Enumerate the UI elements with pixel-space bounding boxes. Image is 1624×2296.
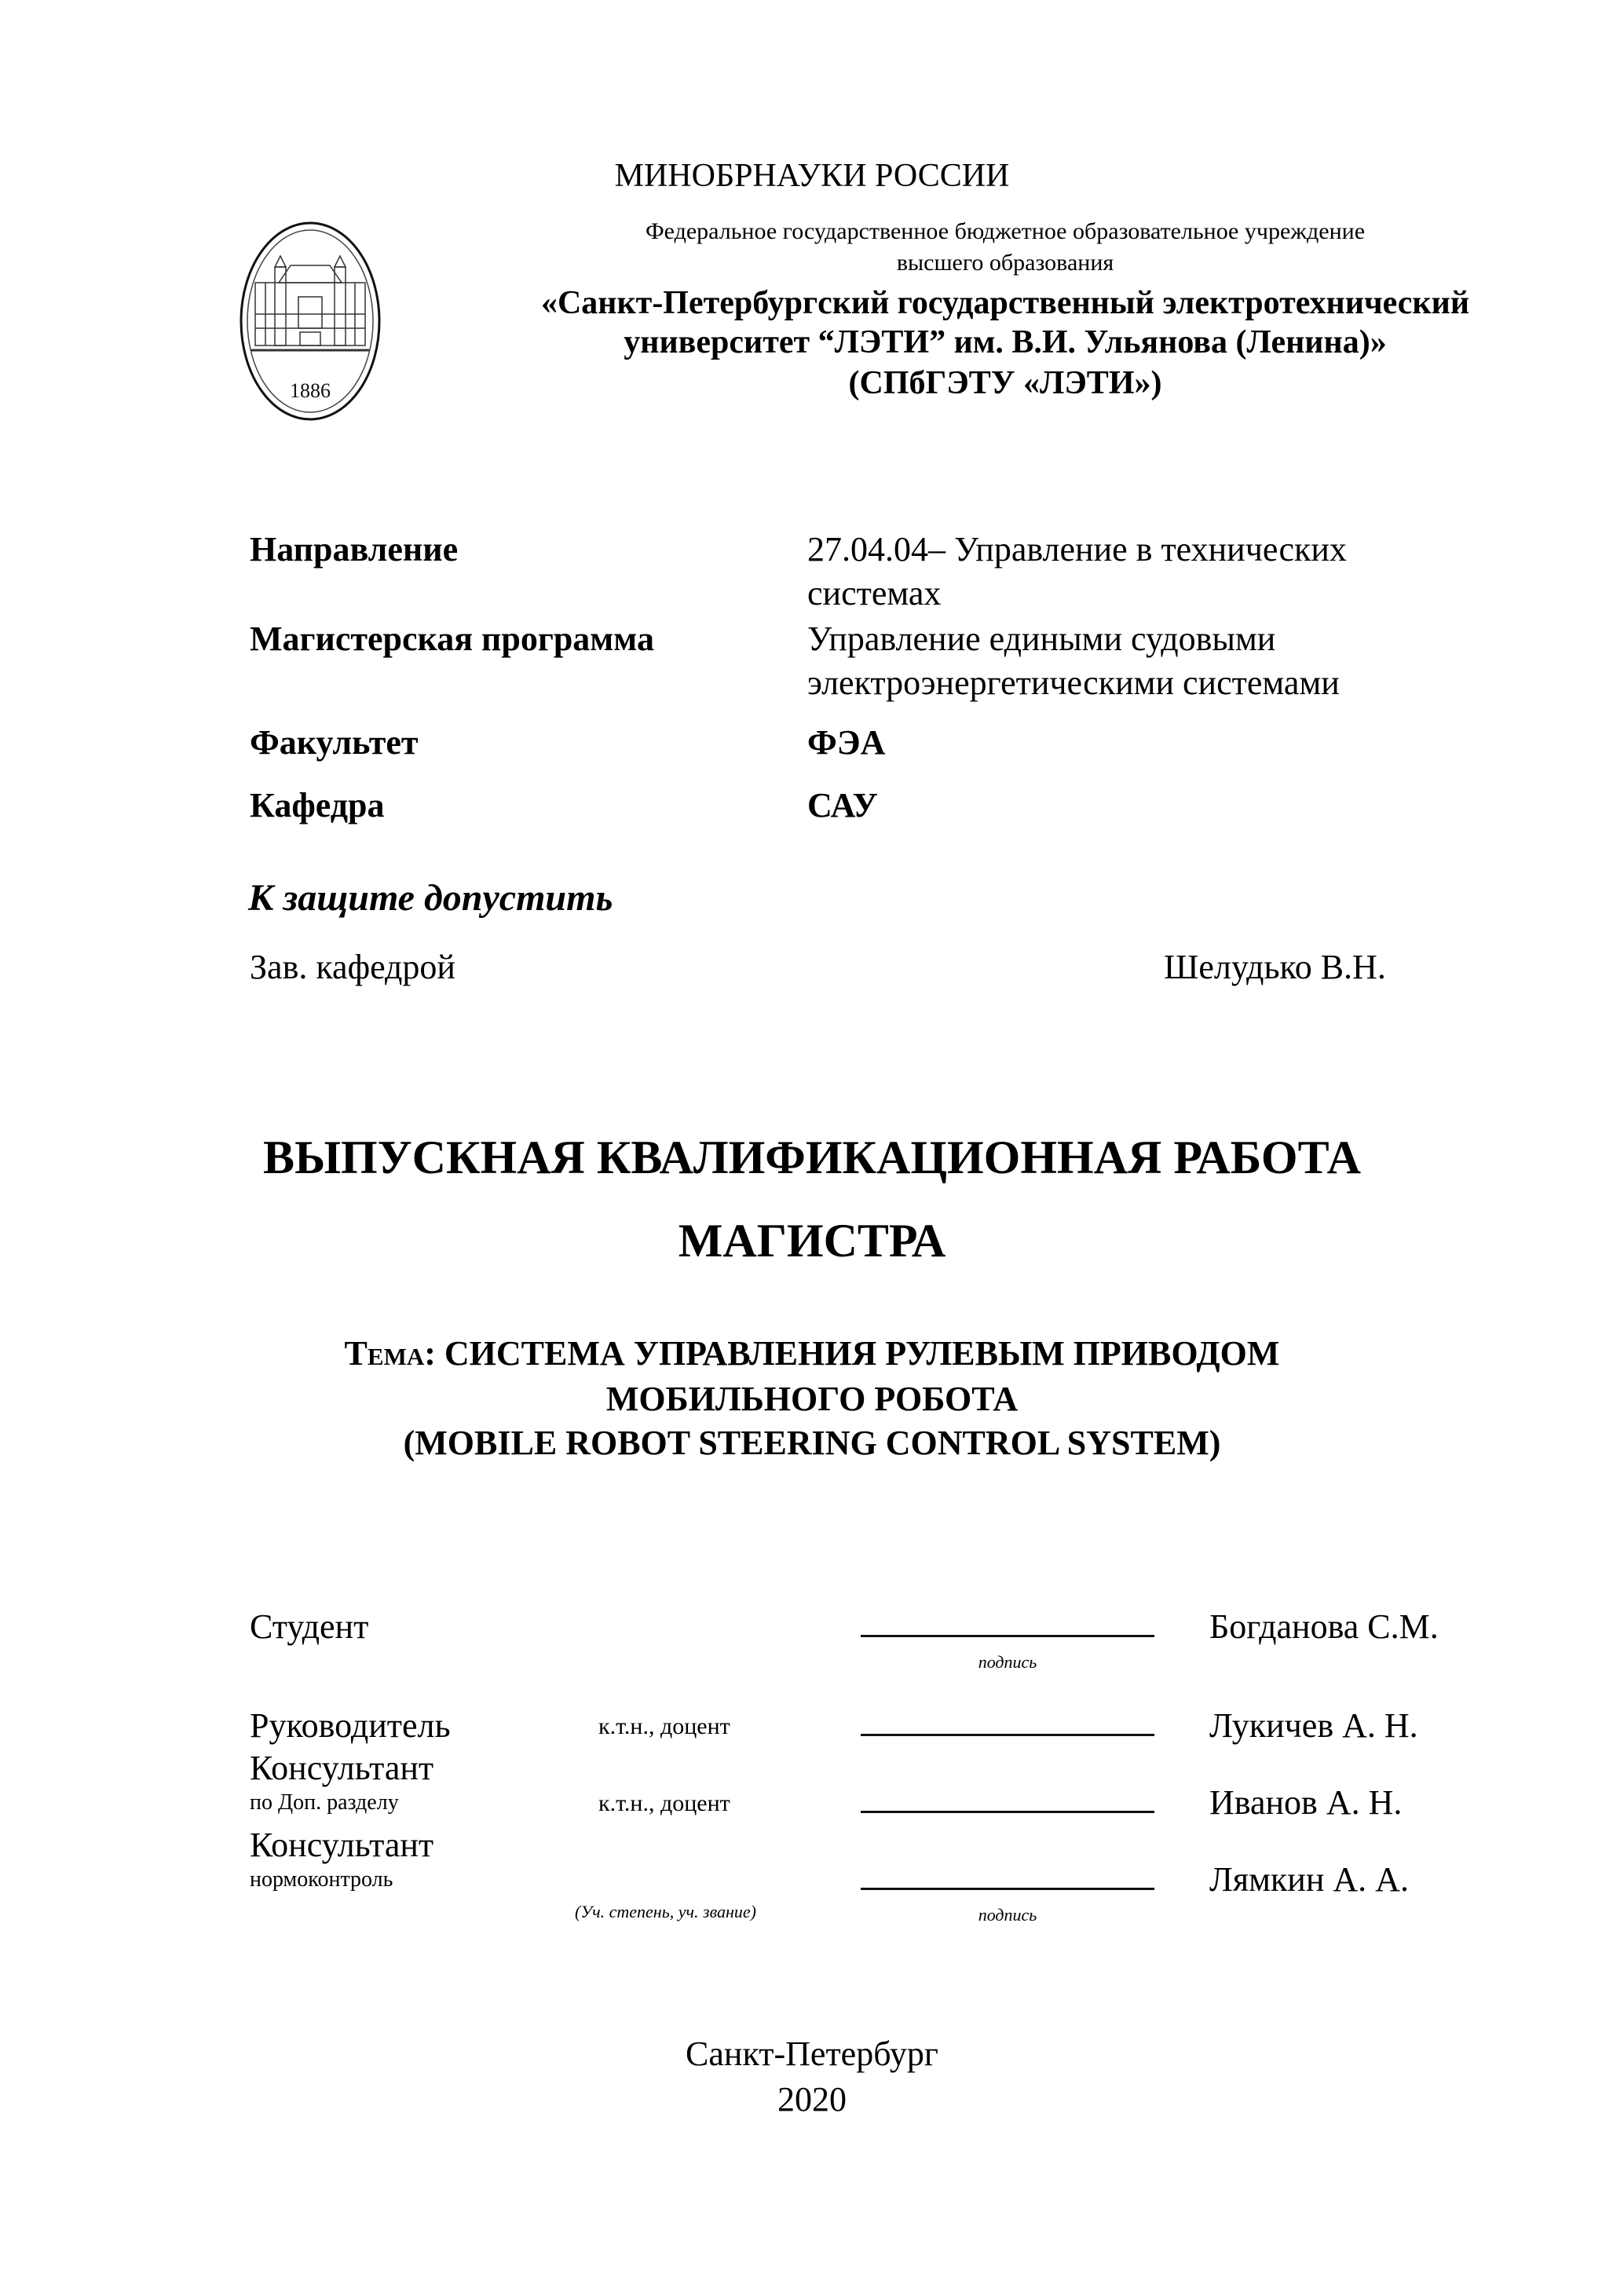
signature-name-consultant-2: Лямкин А. А. bbox=[1209, 1860, 1409, 1899]
signature-role-sub-consultant-2: нормоконтроль bbox=[250, 1867, 393, 1892]
institution-type-line2: высшего образования bbox=[896, 250, 1114, 276]
signature-line-consultant-2 bbox=[861, 1888, 1154, 1890]
signature-caption: подпись bbox=[978, 1652, 1037, 1672]
signature-degree-supervisor: к.т.н., доцент bbox=[598, 1713, 730, 1739]
university-name-line2: университет “ЛЭТИ” им. В.И. Ульянова (Ленина)» bbox=[624, 324, 1387, 360]
info-value-direction-line1: 27.04.04– Управление в технических bbox=[807, 530, 1347, 569]
footer-year: 2020 bbox=[777, 2080, 847, 2119]
info-value-faculty: ФЭА bbox=[807, 723, 886, 762]
university-name-line1: «Санкт-Петербургский государственный электротехнический bbox=[540, 285, 1470, 321]
info-value-department: САУ bbox=[807, 786, 878, 824]
info-label-department: Кафедра bbox=[250, 786, 385, 824]
signature-name-consultant-1: Иванов А. Н. bbox=[1209, 1783, 1403, 1822]
signature-role-supervisor: Руководитель bbox=[250, 1706, 451, 1745]
institution-type-line1: Федеральное государственное бюджетное образовательное учреждение bbox=[645, 218, 1366, 244]
info-label-program: Магистерская программа bbox=[250, 620, 654, 658]
signature-caption-bottom: подпись bbox=[978, 1905, 1037, 1925]
degree-caption: (Уч. степень, уч. звание) bbox=[575, 1902, 756, 1921]
topic-line1 bbox=[0, 1333, 1624, 1373]
ministry-title: МИНОБРНАУКИ РОССИИ bbox=[614, 158, 1010, 194]
approval-heading: К защите допустить bbox=[248, 877, 613, 919]
university-short-name: (СПбГЭТУ «ЛЭТИ») bbox=[848, 365, 1162, 401]
signature-name-student: Богданова С.М. bbox=[1209, 1607, 1439, 1646]
info-value-direction-line2: системах bbox=[807, 574, 942, 612]
approval-name: Шелудько В.Н. bbox=[1164, 948, 1386, 986]
signature-line-consultant-1 bbox=[861, 1811, 1154, 1813]
info-value-program-line1: Управление едиными судовыми bbox=[807, 620, 1276, 658]
topic-line3: (MOBILE ROBOT STEERING CONTROL SYSTEM) bbox=[403, 1424, 1221, 1462]
signature-role-consultant-2: Консультант bbox=[250, 1826, 434, 1864]
topic-prefix: Тема: bbox=[344, 1334, 436, 1373]
info-value-program-line2: электроэнергетическими системами bbox=[807, 664, 1340, 702]
signature-line-supervisor bbox=[861, 1734, 1154, 1736]
university-logo bbox=[236, 218, 385, 424]
approval-role: Зав. кафедрой bbox=[250, 948, 455, 986]
signature-name-supervisor: Лукичев А. Н. bbox=[1209, 1706, 1418, 1745]
signature-role-sub-consultant-1: по Доп. разделу bbox=[250, 1790, 399, 1815]
university-building-emblem-icon bbox=[236, 218, 385, 424]
footer-city: Санкт-Петербург bbox=[686, 2035, 938, 2073]
document-title-line1: ВЫПУСКНАЯ КВАЛИФИКАЦИОННАЯ РАБОТА bbox=[263, 1132, 1361, 1183]
info-label-faculty: Факультет bbox=[250, 723, 419, 762]
logo-year: 1886 bbox=[290, 379, 331, 402]
topic-text-line1: СИСТЕМА УПРАВЛЕНИЯ РУЛЕВЫМ ПРИВОДОМ bbox=[444, 1334, 1280, 1373]
info-label-direction: Направление bbox=[250, 530, 459, 569]
signature-line-student bbox=[861, 1635, 1154, 1637]
document-title-line2: МАГИСТРА bbox=[678, 1215, 946, 1267]
signature-role-consultant-1: Консультант bbox=[250, 1749, 434, 1787]
signature-role-student: Студент bbox=[250, 1607, 369, 1646]
topic-line2: МОБИЛЬНОГО РОБОТА bbox=[605, 1380, 1019, 1418]
signature-degree-consultant-1: к.т.н., доцент bbox=[598, 1790, 730, 1816]
